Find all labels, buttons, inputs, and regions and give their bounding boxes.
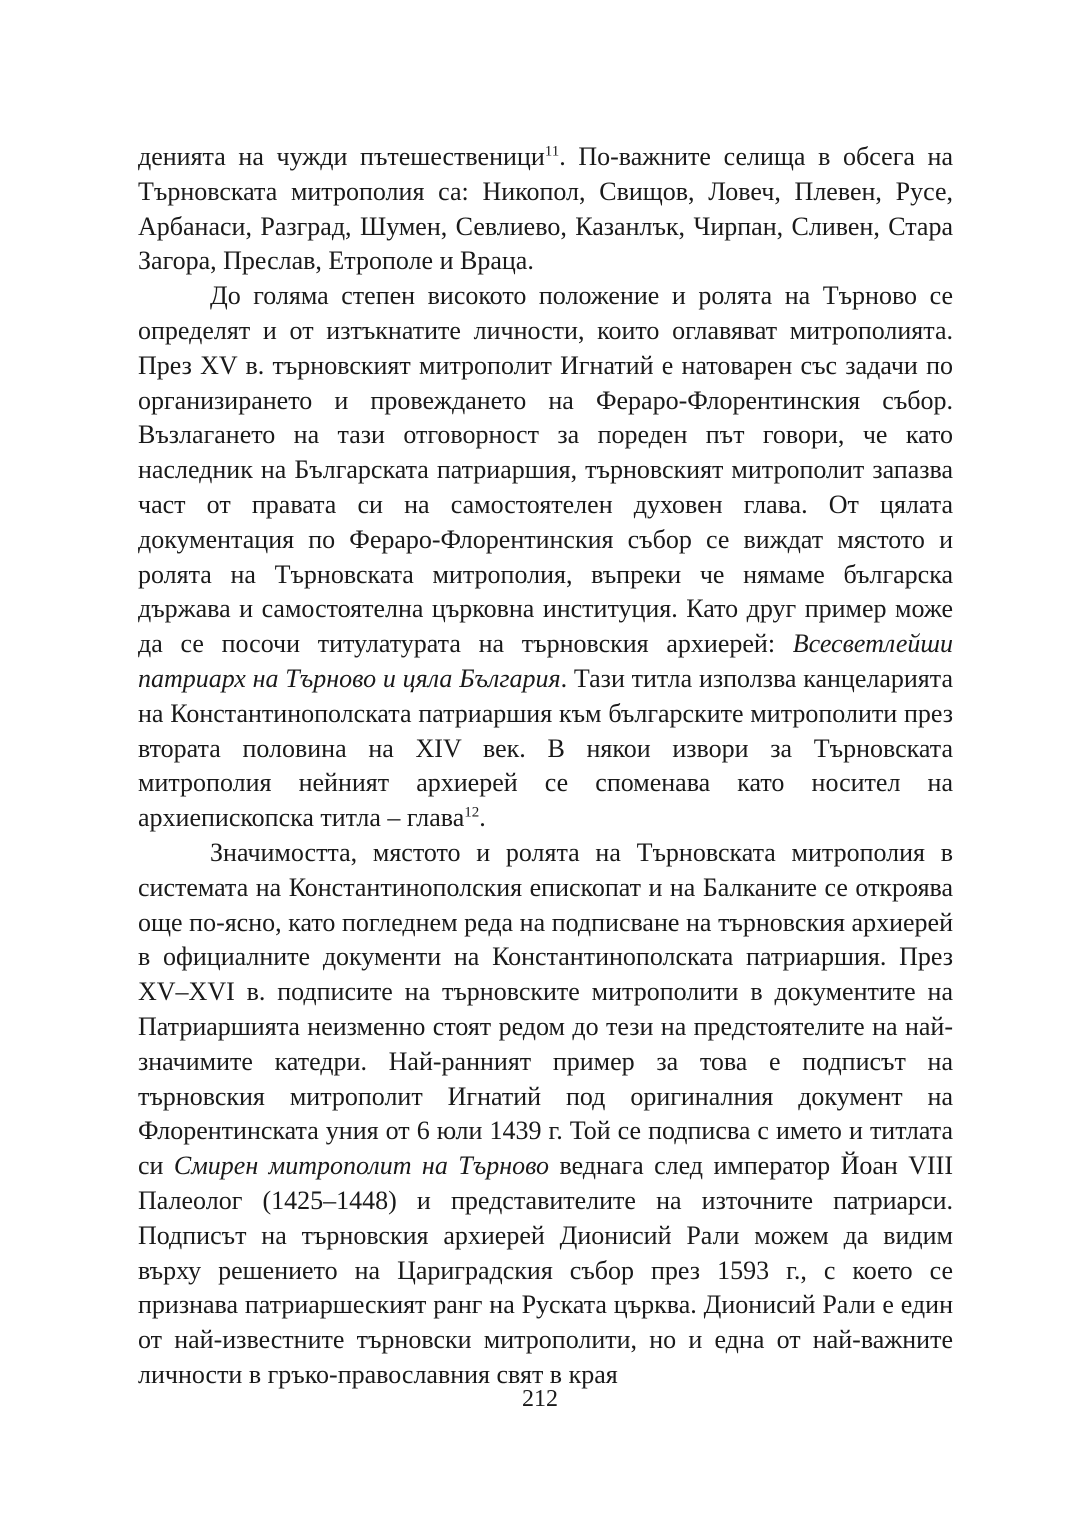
paragraph-1-text-b: . По-важните селища в обсега на Търновската митрополия са: Никопол, Свищов, Ловеч, Плевен, Русе, Арбанаси, Разград, Шумен, Севлиево, Казанлък, Чирпан, Сливен, Стара Загора, Преслав, Етрополе и Враца. — [138, 142, 954, 276]
footnote-ref-11[interactable]: 11 — [544, 143, 560, 160]
paragraph-3-text-b: веднага след император Йоан VIII Палеолог (1425–1448) и представителите на източните патриарси. Подписът на търновския архиерей Дионисий Рали можем да видим върху решението на Цариградския събор през 1593 г., с което се признава патриаршеският ранг на Руската църква. Дионисий Рали е един от най-известните търновски митрополити, но и една от най-важните личности в гръко-православния свят в края — [138, 1151, 953, 1389]
page-body — [138, 140, 953, 1393]
paragraph-1 — [138, 140, 953, 279]
paragraph-3-text-a: Значимостта, мястото и ролята на Търновската митрополия в системата на Константинополския епископат и на Балканите се откроява още по-ясно, като погледнем реда на подписване на търновския архиерей в официалните документи на Константинополската патриаршия. През XV–XVI в. подписите на търновските митрополити в документите на Патриаршията неизменно стоят редом до тези на предстоятелите на най-значимите катедри. Най-ранният пример за това е подписът на търновския митрополит Игнатий под оригиналния документ на Флорентинската уния от 6 юли 1439 г. Той се подписва с името и титлата си — [138, 837, 953, 1181]
paragraph-1-text-a: денията на чужди пътешественици — [138, 142, 545, 171]
footnote-ref-12[interactable]: 12 — [464, 804, 480, 821]
paragraph-3-italic-signature: Смирен митрополит на Търново — [173, 1151, 550, 1181]
paragraph-3 — [138, 836, 953, 1393]
paragraph-2-text-a: До голяма степен високото положение и ролята на Търново се определят и от изтъкнатите личности, които оглавяват митрополията. През XV в. търновският митрополит Игнатий е натоварен със задачи по организирането и провеждането на Фераро-Флорентинския събор. Възлагането на тази отговорност за пореден път говори, че като наследник на Българската патриаршия, търновският митрополит запазва част от правата си на самостоятелен духовен глава. От цялата документация по Фераро-Флорентинския събор се виждат мястото и ролята на Търновската митрополия, въпреки че нямаме българска държава и самостоятелна църковна институция. Като друг пример може да се посочи титулатурата на търновския архиерей: — [138, 281, 953, 659]
paragraph-2-text-b: . Тази титла използва канцеларията на Константинополската патриаршия към българските митрополити през втората половина на XIV век. В някои извори за Търновската митрополия нейният архиерей се споменава като носител на архиепископска титла – глава — [138, 663, 953, 833]
paragraph-2-italic-title: Всесветлейши патриарх на Търново и цяла България — [138, 629, 953, 693]
page-number: 212 — [522, 1386, 558, 1412]
paragraph-2 — [138, 279, 953, 836]
paragraph-2-text-c: . — [479, 803, 486, 833]
